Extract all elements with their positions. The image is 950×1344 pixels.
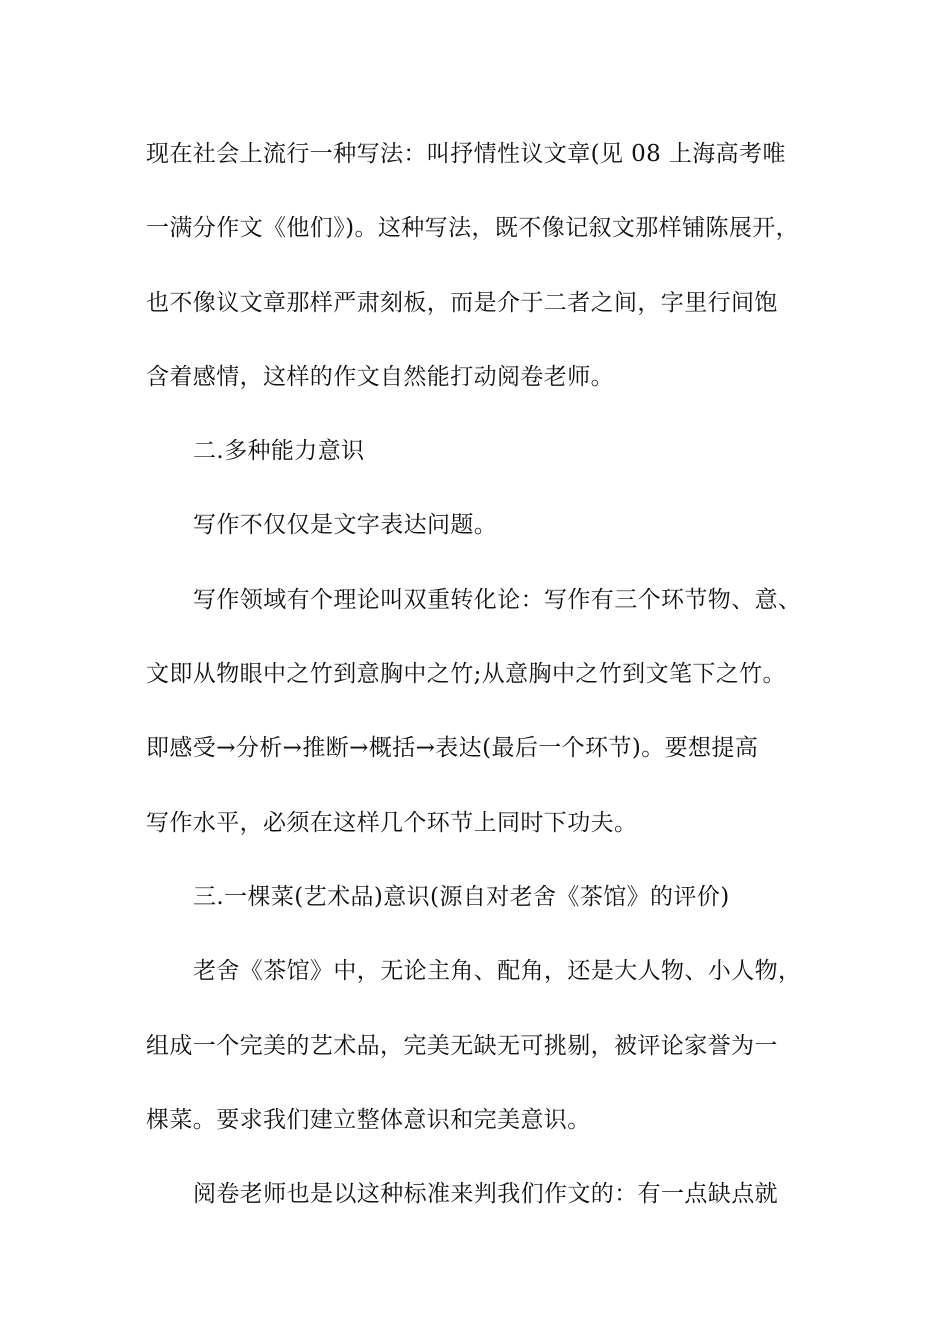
text-line: 老舍《茶馆》中，无论主角、配角，还是大人物、小人物， (193, 958, 802, 985)
section-heading: 二.多种能力意识 (193, 438, 365, 465)
text-line: 含着感情，这样的作文自然能打动阅卷老师。 (146, 363, 614, 390)
text-line: 组成一个完美的艺术品，完美无缺无可挑剔，被评论家誉为一 (146, 1032, 778, 1059)
text-line: 也不像议文章那样严肃刻板，而是介于二者之间，字里行间饱 (146, 289, 778, 316)
text-line: 文即从物眼中之竹到意胸中之竹;从意胸中之竹到文笔下之竹。 (146, 661, 786, 688)
text-line: 写作水平，必须在这样几个环节上同时下功夫。 (146, 809, 638, 836)
body-text (146, 132, 836, 1246)
text-line: 即感受→分析→推断→概括→表达(最后一个环节)。要想提高 (146, 735, 759, 762)
text-line: 一满分作文《他们》)。这种写法，既不像记叙文那样铺陈展开， (146, 215, 800, 242)
text-line: 现在社会上流行一种写法：叫抒情性议文章(见 08 上海高考唯 (146, 141, 786, 167)
text-line: 阅卷老师也是以这种标准来判我们作文的：有一点缺点就 (193, 1181, 778, 1208)
text-line: 棵菜。要求我们建立整体意识和完美意识。 (146, 1106, 591, 1133)
text-line: 写作不仅仅是文字表达问题。 (193, 512, 498, 539)
text-line: 写作领域有个理论叫双重转化论：写作有三个环节物、意、 (193, 586, 802, 613)
section-heading: 三.一棵菜(艺术品)意识(源自对老舍《茶馆》的评价) (193, 883, 730, 910)
